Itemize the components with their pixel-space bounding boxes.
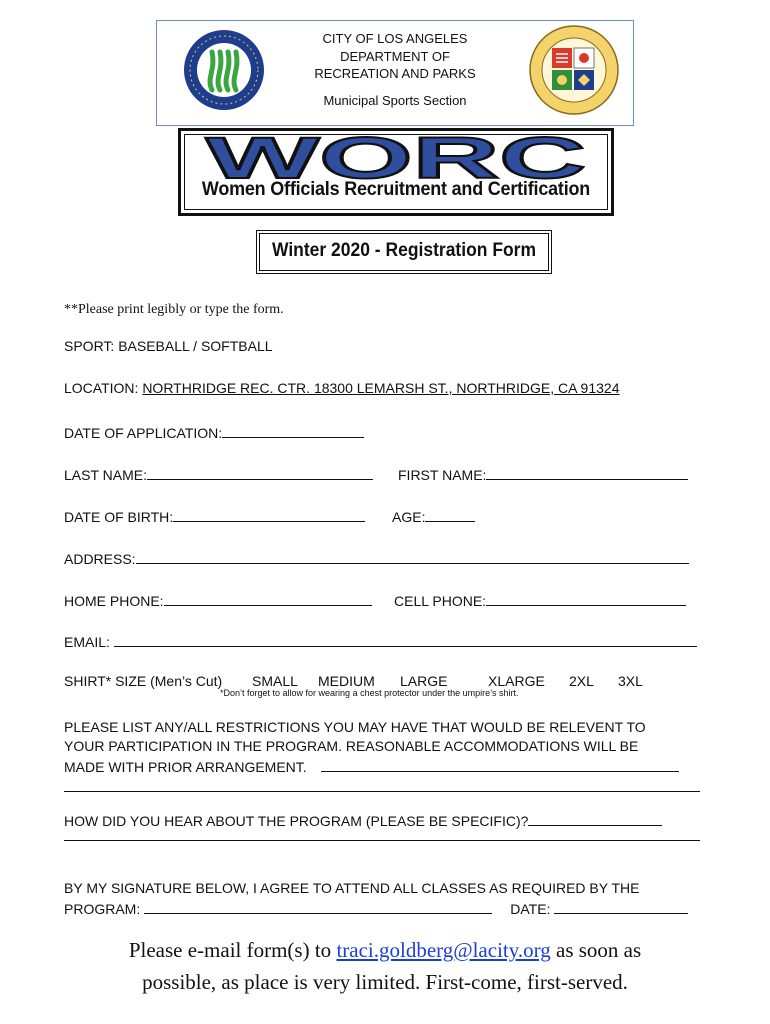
header-department: DEPARTMENT OF (340, 48, 450, 64)
location-value: NORTHRIDGE REC. CTR. 18300 LEMARSH ST., NORTHRIDGE, CA 91324 (142, 380, 620, 396)
restrictions-line-3: MADE WITH PRIOR ARRANGEMENT. (64, 759, 307, 775)
footer-text-1: Please e-mail form(s) to (128, 938, 337, 962)
hear-about-label: HOW DID YOU HEAR ABOUT THE PROGRAM (PLEASE BE SPECIFIC)? (64, 813, 529, 829)
restrictions-line-1: PLEASE LIST ANY/ALL RESTRICTIONS YOU MAY HAVE THAT WOULD BE RELEVENT TO (64, 719, 646, 735)
date-of-birth-label: DATE OF BIRTH: (64, 509, 174, 525)
shirt-size-small[interactable]: SMALL (252, 673, 298, 689)
sport-line: SPORT: BASEBALL / SOFTBALL (64, 338, 273, 354)
signature-line-2 (64, 898, 704, 919)
shirt-size-line (64, 673, 222, 689)
header-city: CITY OF LOS ANGELES (322, 31, 468, 46)
program-label: PROGRAM: (64, 901, 141, 917)
age-field[interactable] (425, 506, 475, 522)
signature-line-1: BY MY SIGNATURE BELOW, I AGREE TO ATTEND ALL CLASSES AS REQUIRED BY THE (64, 880, 640, 896)
age-line (392, 506, 475, 525)
email-field[interactable] (114, 631, 697, 647)
location-label: LOCATION: (64, 380, 143, 396)
signature-block (64, 879, 704, 919)
first-name-field[interactable] (486, 464, 688, 480)
footer-line-1 (40, 934, 730, 966)
last-name-label: LAST NAME: (64, 467, 147, 483)
cell-phone-label: CELL PHONE: (394, 593, 487, 609)
email-line (64, 631, 697, 650)
department-header (156, 30, 634, 109)
footer-line-2: possible, as place is very limited. First-come, first-served. (142, 970, 628, 994)
email-label: EMAIL: (64, 634, 114, 650)
date-of-application-line (64, 422, 364, 441)
shirt-size-large[interactable]: LARGE (400, 673, 448, 689)
home-phone-label: HOME PHONE: (64, 593, 164, 609)
worc-wordmark (196, 136, 596, 182)
shirt-size-label: SHIRT* SIZE (Men’s Cut) (64, 673, 223, 689)
print-note: **Please print legibly or type the form. (64, 302, 284, 317)
date-of-application-field[interactable] (222, 422, 364, 438)
shirt-size-2xl[interactable]: 2XL (569, 673, 594, 689)
shirt-size-xlarge[interactable]: XLARGE (488, 673, 545, 689)
home-phone-line (64, 590, 372, 609)
footer-instructions (40, 934, 730, 998)
address-line (64, 548, 689, 567)
shirt-size-3xl[interactable]: 3XL (618, 673, 643, 689)
contact-email-link[interactable]: traci.goldberg@lacity.org (336, 938, 551, 962)
date-label: DATE: (510, 901, 551, 917)
home-phone-field[interactable] (164, 590, 372, 606)
cell-phone-field[interactable] (486, 590, 686, 606)
restrictions-line-2: YOUR PARTICIPATION IN THE PROGRAM. REASONABLE ACCOMMODATIONS WILL BE (64, 738, 639, 754)
first-name-label: FIRST NAME: (398, 467, 487, 483)
restrictions-field[interactable] (321, 756, 679, 772)
last-name-line (64, 464, 373, 483)
restrictions-line-3-row (64, 756, 704, 777)
address-label: ADDRESS: (64, 551, 136, 567)
cell-phone-line (394, 590, 686, 609)
last-name-field[interactable] (147, 464, 373, 480)
signature-date-field[interactable] (554, 898, 688, 914)
header-section: Municipal Sports Section (323, 92, 467, 108)
shirt-size-note: *Don’t forget to allow for wearing a chest protector under the umpire’s shirt. (220, 688, 519, 698)
footer-text-2: as soon as (550, 938, 642, 962)
restrictions-field-line-2[interactable] (64, 791, 700, 792)
date-of-application-label: DATE OF APPLICATION: (64, 425, 223, 441)
hear-about-line (64, 810, 662, 829)
first-name-line (398, 464, 688, 483)
age-label: AGE: (392, 509, 426, 525)
shirt-size-medium[interactable]: MEDIUM (318, 673, 375, 689)
signature-field[interactable] (144, 898, 492, 914)
worc-wordmark-text: WORC (206, 136, 586, 182)
location-line (64, 380, 619, 396)
header-recreation: RECREATION AND PARKS (314, 66, 476, 81)
date-of-birth-line (64, 506, 365, 525)
hear-about-field[interactable] (528, 810, 662, 826)
date-of-birth-field[interactable] (173, 506, 365, 522)
restrictions-block (64, 718, 704, 777)
form-title: Winter 2020 - Registration Form (271, 240, 537, 261)
worc-subtitle: Women Officials Recruitment and Certification (201, 178, 591, 200)
address-field[interactable] (136, 548, 689, 564)
hear-about-field-line-2[interactable] (64, 840, 700, 841)
